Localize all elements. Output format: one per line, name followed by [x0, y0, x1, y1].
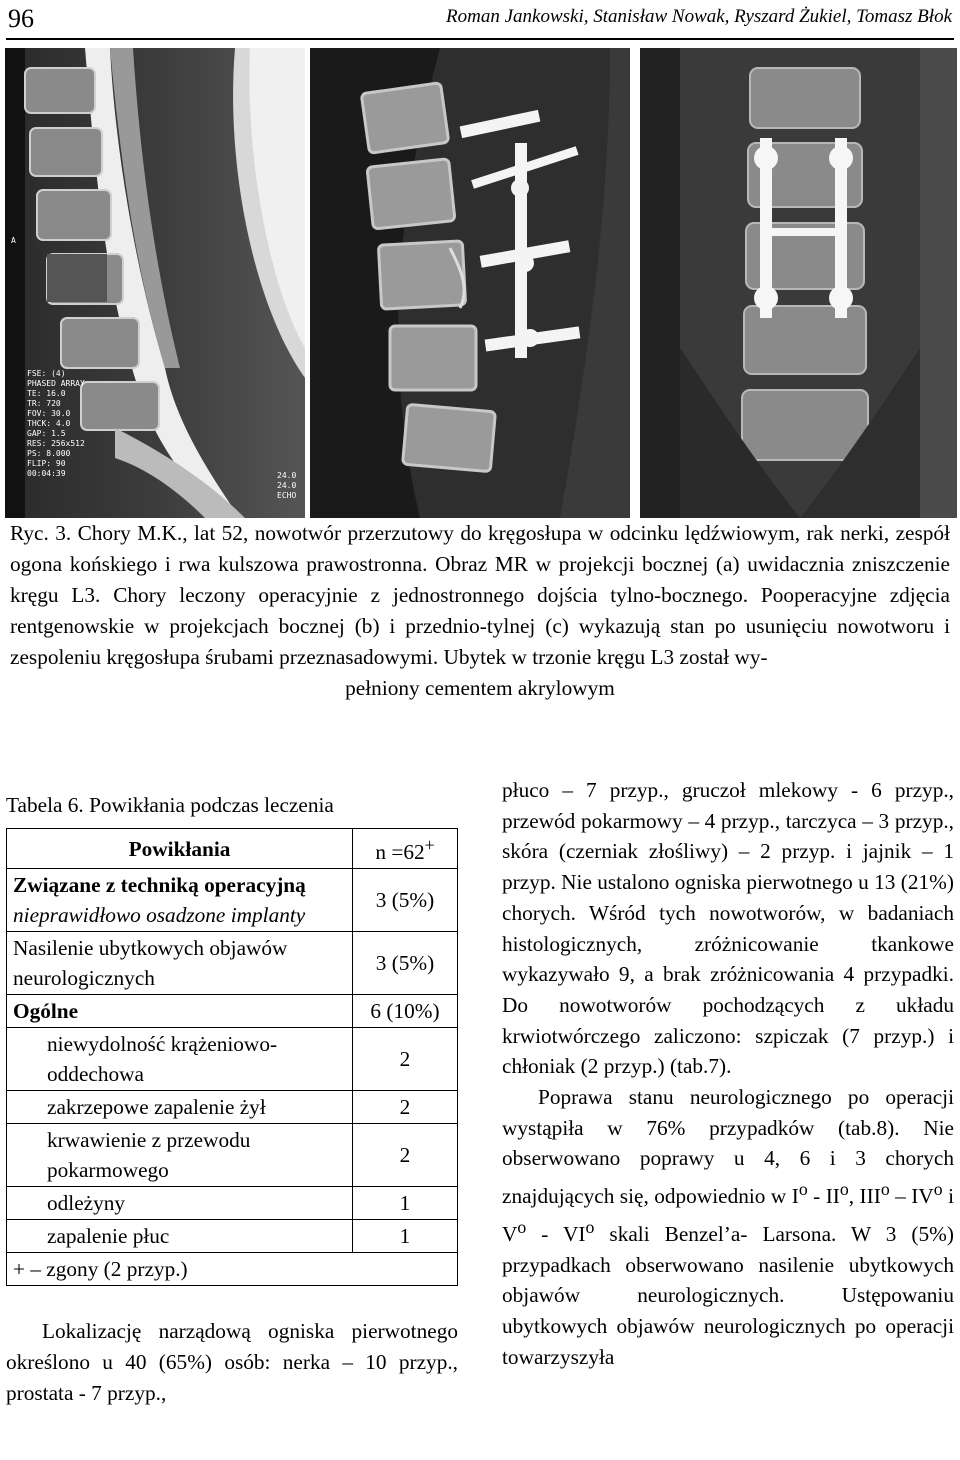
sub-row-value: 1 — [353, 1187, 458, 1220]
mr-marker: A — [11, 236, 16, 245]
caption-last-line: pełniony cementem akrylowym — [345, 676, 615, 700]
table-row — [7, 869, 458, 932]
degree-sup: o — [839, 1179, 849, 1200]
mr-label: ECHO — [277, 491, 297, 500]
sub-row-label: odleżyny — [7, 1187, 353, 1220]
complications-table — [6, 828, 458, 1286]
mr-label: FSE: (4) — [27, 369, 66, 378]
table-footnote-row — [7, 1253, 458, 1286]
table-row — [7, 1124, 458, 1187]
row2-label: Nasilenie ubytkowych objawów neurologicznych — [7, 932, 353, 995]
table-row — [7, 995, 458, 1028]
caption-text: Ryc. 3. Chory M.K., lat 52, nowotwór przerzutowy do kręgosłupa w odcinku lędźwiowym, rak nerki, zespół ogona końskiego i rwa kulszowa prawostronna. Obraz MR w projekcji bocznej (a) uwidacznia zniszczenie kręgu L3. Chory leczony operacyjnie z jednostronnego dojścia tylno-bocznego. Pooperacyjne zdjęcia rentgenowskie w projekcjach bocznej (b) i przednio-tylnej (c) wykazują stan po usunięciu nowotworu i zespoleniu kręgosłupa śrubami przeznasadowymi. Ubytek w trzonie kręgu L3 został wy- — [10, 521, 950, 669]
running-head: Roman Jankowski, Stanisław Nowak, Ryszard Żukiel, Tomasz Błok — [446, 6, 952, 27]
group1-value: 3 (5%) — [353, 869, 458, 932]
mr-label: GAP: 1.5 — [27, 429, 66, 438]
group1-title: Związane z techniką operacyjną — [13, 873, 306, 898]
figure-caption — [10, 518, 950, 704]
table-footnote: + – zgony (2 przyp.) — [7, 1253, 458, 1286]
sub-row-value: 2 — [353, 1124, 458, 1187]
header-n — [353, 829, 458, 869]
sub-row-value: 2 — [353, 1091, 458, 1124]
sub-row-label: zakrzepowe zapalenie żył — [7, 1091, 353, 1124]
degree-sup: o — [880, 1179, 890, 1200]
left-column — [6, 790, 458, 1409]
mr-label: PHASED ARRAY — [27, 379, 85, 388]
mr-label: RES: 256x512 — [27, 439, 85, 448]
p2-text: - II — [807, 1184, 840, 1209]
header-label: Powikłania — [7, 829, 353, 869]
degree-sup: o — [585, 1216, 595, 1237]
header-n-sup: + — [424, 835, 435, 855]
mr-label: PS: 8.000 — [27, 449, 71, 458]
degree-sup: o — [517, 1216, 527, 1237]
sub-row-value: 1 — [353, 1220, 458, 1253]
header-n-text: n =62 — [375, 840, 425, 865]
table-row — [7, 1091, 458, 1124]
sub-row-label: niewydolność krążeniowo-oddechowa — [7, 1028, 353, 1091]
table-row — [7, 1028, 458, 1091]
p2-text: i V — [502, 1184, 954, 1247]
table-header-row — [7, 829, 458, 869]
right-paragraph-1: płuco – 7 przyp., gruczoł mlekowy - 6 przyp., przewód pokarmowy – 4 przyp., tarczyca – 3 przyp., skóra (czerniak złośliwy) – 2 przyp. i jajnik – 1 przyp. Nie ustalono ogniska pierwotnego u 13 (21%) chorych. Wśród tych nowotworów, w badaniach histologicznych, zróżnicowanie tkankowe wykazywało 9, a brak zróżnicowania 4 przypadki. Do nowotworów pochodzących z układu krwiotwórczego zaliczono: szpiczak (7 przyp.) i chłoniak (2 przyp.) (tab.7). — [502, 778, 954, 1079]
p2-text: , III — [848, 1184, 881, 1209]
figure-xray-ap — [640, 48, 957, 518]
general-label: Ogólne — [7, 995, 353, 1028]
mr-label: 00:04:39 — [27, 469, 66, 478]
mr-label: FLIP: 90 — [27, 459, 66, 468]
sub-row-label: krwawienie z przewodu pokarmowego — [7, 1124, 353, 1187]
mr-label: 24.0 — [277, 471, 297, 480]
mr-label: 24.0 — [277, 481, 297, 490]
right-paragraph-2 — [502, 1082, 954, 1373]
left-paragraph: Lokalizację narządową ogniska pierwotnego określono u 40 (65%) osób: nerka – 10 przyp., prostata - 7 przyp., — [6, 1319, 458, 1406]
figure-xray-lateral — [310, 48, 630, 518]
degree-sup: o — [933, 1179, 943, 1200]
mr-label: TR: 720 — [27, 399, 61, 408]
p2-text: – IV — [889, 1184, 934, 1209]
header-rule — [6, 38, 954, 40]
table-title: Tabela 6. Powikłania podczas leczenia — [6, 793, 334, 817]
p2-text: Poprawa stanu neurologicznego po operacji wystąpiła w 76% przypadków (tab.8). Nie obserwowano poprawy u 4, 6 i 3 chorych znajdujących się, odpowiednio w I — [502, 1085, 954, 1209]
mr-label: THCK: 4.0 — [27, 419, 71, 428]
page-header — [0, 0, 960, 40]
table-row — [7, 1220, 458, 1253]
p2-text: skali Benzel’a- Larsona. W 3 (5%) przypadkach obserwowano nasilenie ubytkowych objawów neurologicznych. Ustępowaniu ubytkowych objawów neurologicznych po operacji towarzyszyła — [502, 1222, 954, 1369]
degree-sup: o — [798, 1179, 808, 1200]
group1-sub: nieprawidłowo osadzone implanty — [13, 903, 306, 928]
page-number: 96 — [8, 4, 34, 33]
p2-text: - VI — [526, 1222, 586, 1247]
table-row — [7, 932, 458, 995]
sub-row-label: zapalenie płuc — [7, 1220, 353, 1253]
mr-label: TE: 16.0 — [27, 389, 66, 398]
right-column — [502, 775, 954, 1373]
figure-mr-image — [5, 48, 305, 518]
table-row — [7, 1187, 458, 1220]
row2-value: 3 (5%) — [353, 932, 458, 995]
sub-row-value: 2 — [353, 1028, 458, 1091]
general-value: 6 (10%) — [353, 995, 458, 1028]
mr-label: FOV: 30.0 — [27, 409, 71, 418]
group1-cell — [7, 869, 353, 932]
